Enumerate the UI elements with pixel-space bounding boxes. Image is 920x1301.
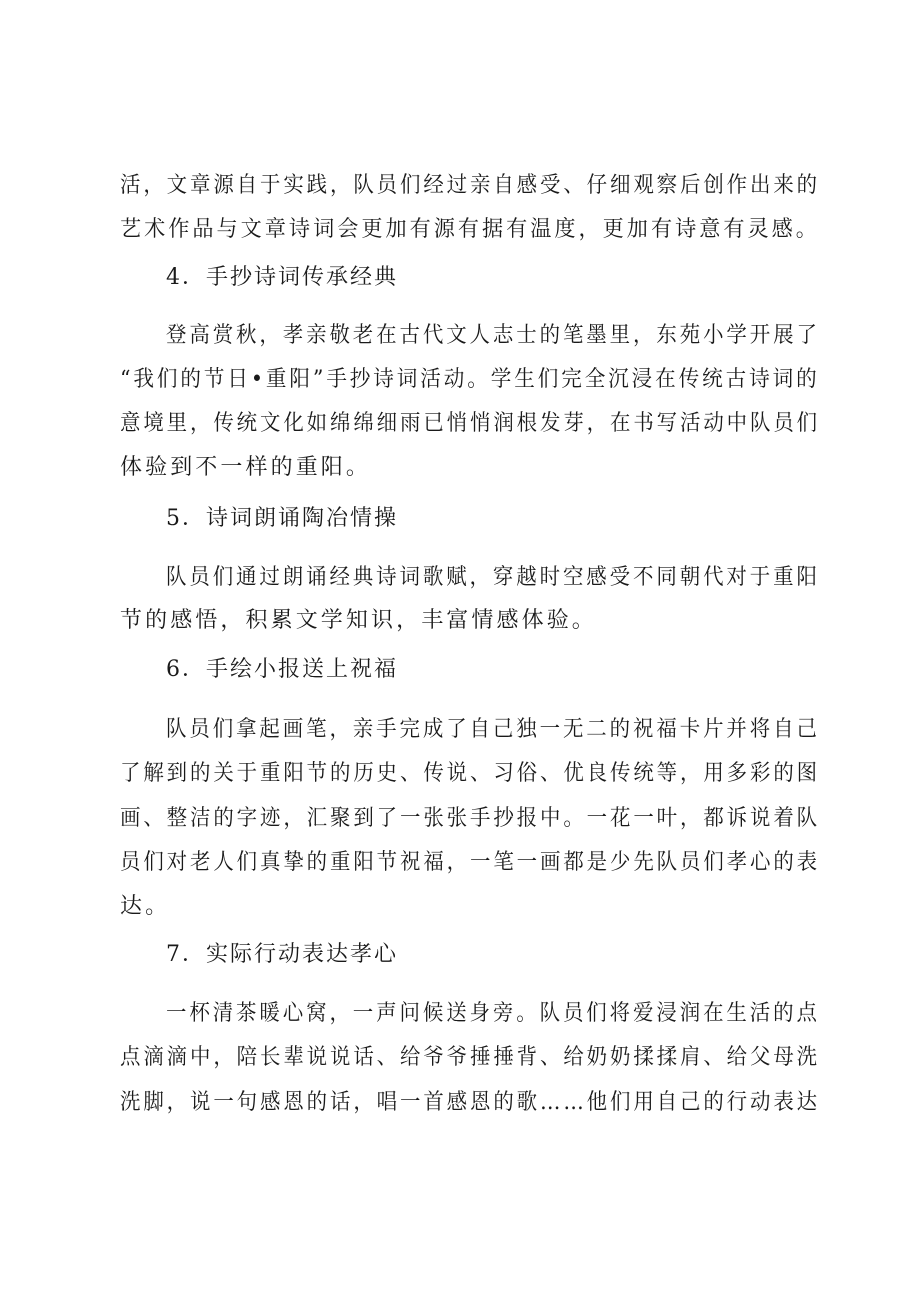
paragraph-line: “我们的节日•重阳”手抄诗词活动。学生们完全沉浸在传统古诗词的 — [120, 367, 820, 392]
paragraph-line: 体验到不一样的重阳。 — [120, 455, 372, 480]
paragraph-line: 艺术作品与文章诗词会更加有源有据有温度，更加有诗意有灵感。 — [120, 217, 820, 242]
paragraph-line: 了解到的关于重阳节的历史、传说、习俗、优良传统等，用多彩的图 — [120, 761, 821, 786]
paragraph-line: 画、整洁的字迹，汇聚到了一张张手抄报中。一花一叶，都诉说着队 — [120, 806, 821, 831]
paragraph-line: 洗脚，说一句感恩的话，唱一首感恩的歌……他们用自己的行动表达 — [120, 1090, 821, 1115]
paragraph-line: 员们对老人们真挚的重阳节祝福，一笔一画都是少先队员们孝心的表 — [120, 850, 821, 875]
paragraph-line: 队员们拿起画笔，亲手完成了自己独一无二的祝福卡片并将自己 — [166, 717, 820, 742]
section-heading: 7．实际行动表达孝心 — [166, 942, 398, 967]
paragraph-line: 点滴滴中，陪长辈说说话、给爷爷捶捶背、给奶奶揉揉肩、给父母洗 — [120, 1045, 821, 1070]
paragraph-line: 达。 — [120, 894, 171, 919]
section-heading: 4．手抄诗词传承经典 — [166, 265, 398, 290]
paragraph-line: 节的感悟，积累文学知识，丰富情感体验。 — [120, 608, 597, 633]
paragraph-line: 意境里，传统文化如绵绵细雨已悄悄润根发芽，在书写活动中队员们 — [120, 411, 821, 436]
section-heading: 5．诗词朗诵陶冶情操 — [166, 506, 398, 531]
paragraph-line: 队员们通过朗诵经典诗词歌赋，穿越时空感受不同朝代对于重阳 — [166, 565, 820, 590]
paragraph-line: 一杯清茶暖心窝，一声问候送身旁。队员们将爱浸润在生活的点 — [166, 1001, 820, 1026]
paragraph-line: 活，文章源自于实践，队员们经过亲自感受、仔细观察后创作出来的 — [120, 173, 821, 198]
section-heading: 6．手绘小报送上祝福 — [166, 657, 398, 682]
paragraph-line: 登高赏秋，孝亲敬老在古代文人志士的笔墨里，东苑小学开展了 — [166, 323, 820, 348]
